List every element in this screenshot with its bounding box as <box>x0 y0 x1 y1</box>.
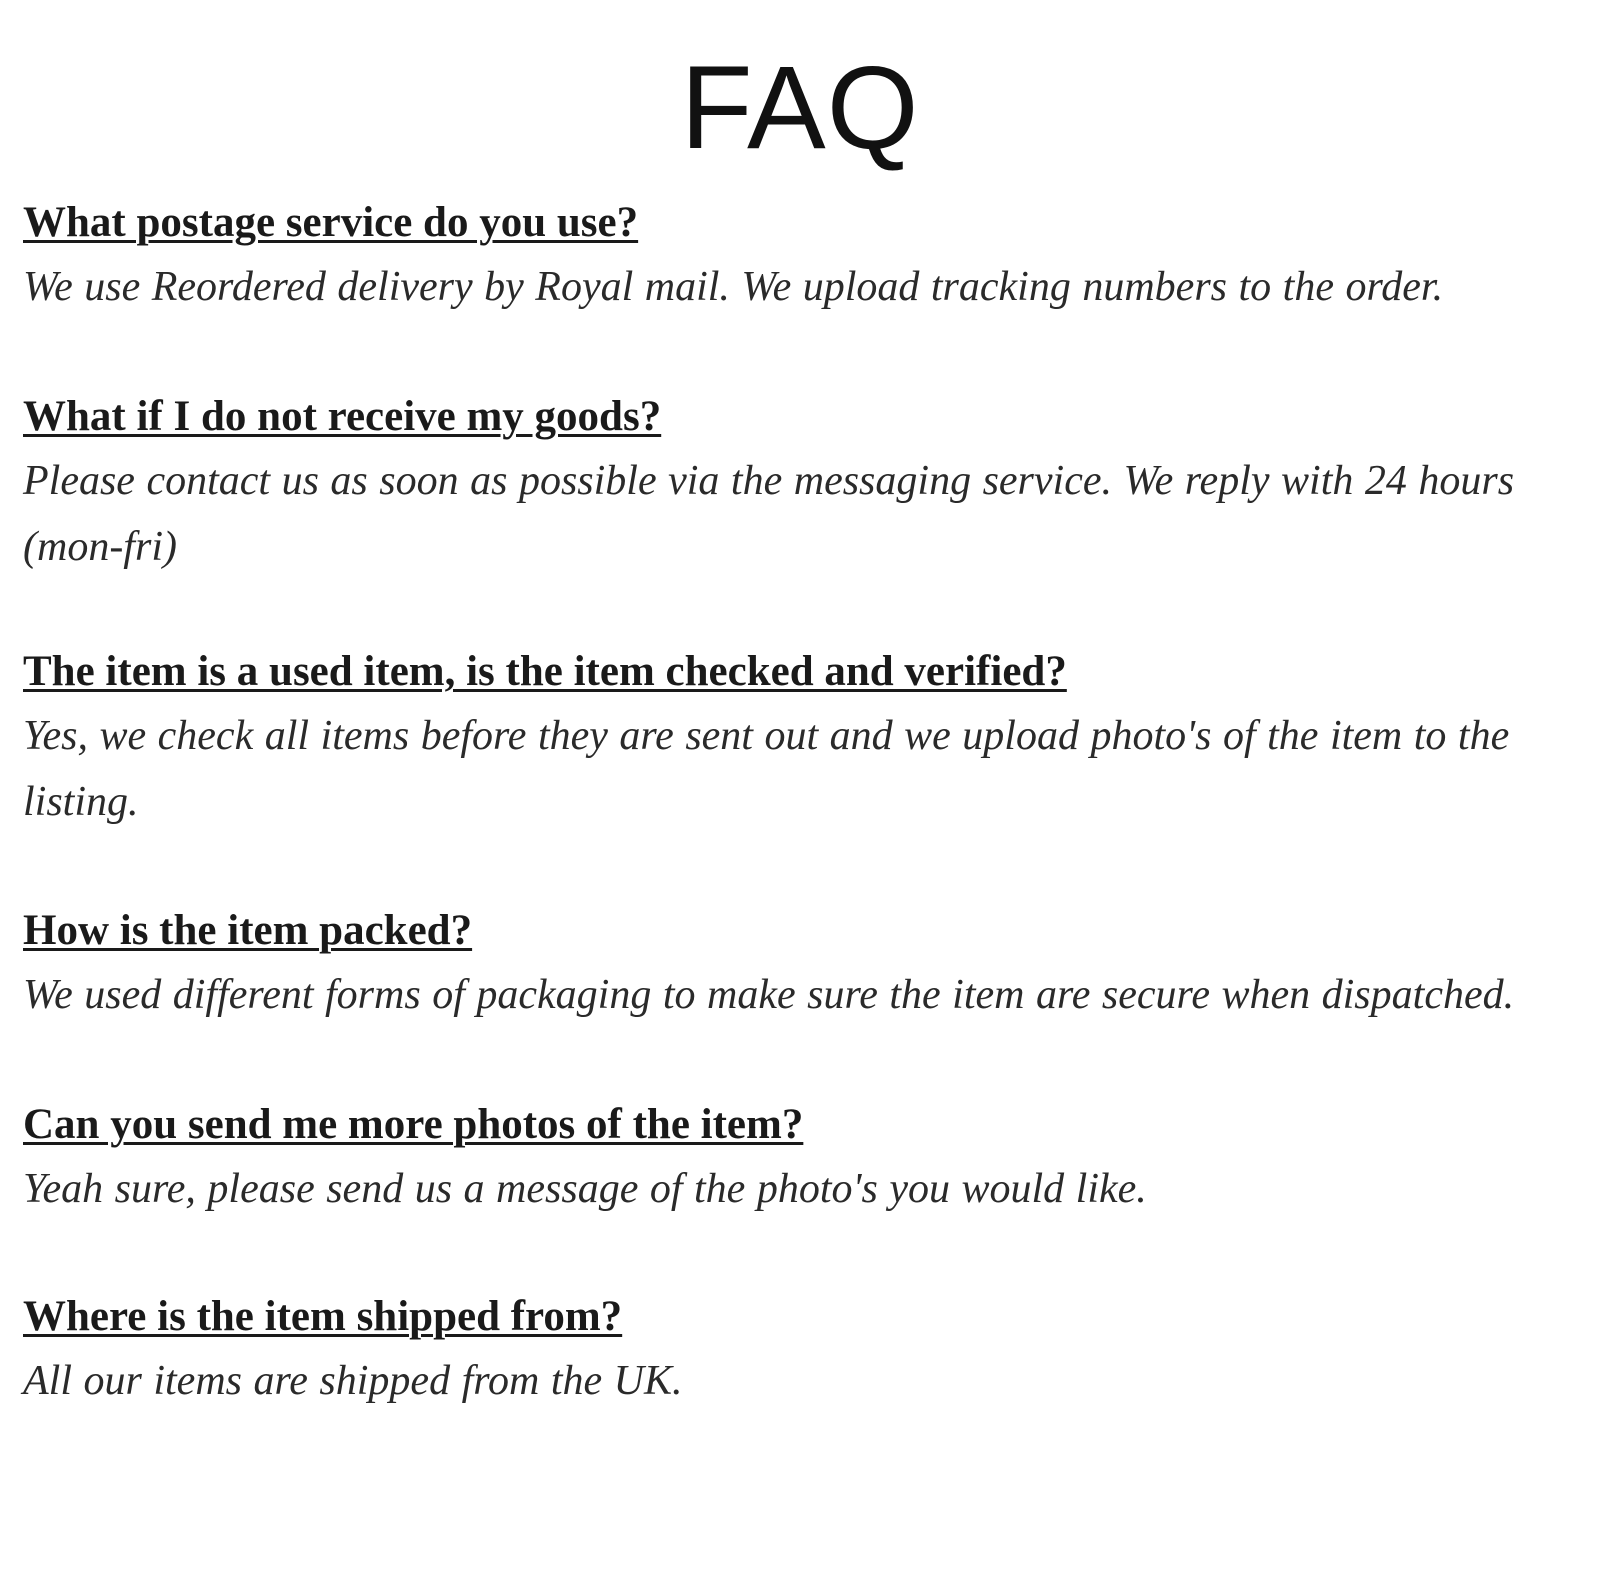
faq-answer: We used different forms of packaging to make sure the item are secure when dispatched. <box>23 972 1515 1018</box>
faq-question: Can you send me more photos of the item? <box>23 1101 804 1148</box>
faq-answer: Please contact us as soon as possible via the messaging service. We reply with 24 hours (mon-fri) <box>23 458 1515 570</box>
faq-item-checked-verified <box>23 645 1583 835</box>
faq-item-packing <box>23 904 1583 1028</box>
faq-answer: Yes, we check all items before they are sent out and we upload photo's of the item to the listing. <box>23 713 1510 825</box>
faq-question: What postage service do you use? <box>23 199 639 246</box>
page-title: FAQ <box>680 42 920 174</box>
faq-item-shipped-from <box>23 1290 1583 1414</box>
faq-question: Where is the item shipped from? <box>23 1293 623 1340</box>
faq-item-postage-service <box>23 196 1583 320</box>
faq-question: How is the item packed? <box>23 907 473 954</box>
faq-answer: Yeah sure, please send us a message of the photo's you would like. <box>23 1166 1147 1212</box>
faq-item-more-photos <box>23 1098 1583 1222</box>
faq-answer: We use Reordered delivery by Royal mail. We upload tracking numbers to the order. <box>23 264 1444 310</box>
faq-item-not-received <box>23 390 1583 580</box>
faq-answer: All our items are shipped from the UK. <box>23 1358 683 1404</box>
faq-question: The item is a used item, is the item checked and verified? <box>23 648 1067 695</box>
faq-question: What if I do not receive my goods? <box>23 393 662 440</box>
